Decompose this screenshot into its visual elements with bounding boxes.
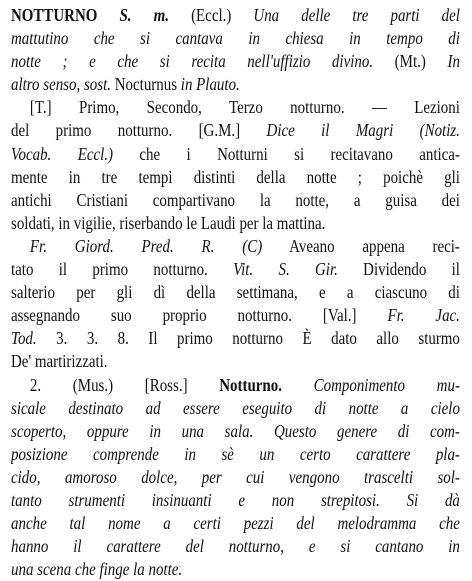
headword-text: Notturno. [219, 374, 282, 395]
italic-text: cido, amoroso dolce, per cui vengono trascelti sol- [11, 466, 460, 487]
text-line [11, 558, 460, 581]
italic-text: notte ; e che si recita nell'uffizio divino. [11, 51, 374, 72]
body-text: mente in tre tempi distinti della notte ; poichè gli [11, 166, 460, 187]
text-line [11, 281, 460, 304]
text-line [11, 327, 460, 350]
body-text: assegnando suo proprio notturno. [Val.] [11, 305, 388, 326]
text-line [11, 235, 460, 258]
text-line [11, 535, 460, 558]
text-line [11, 73, 460, 96]
text-line [11, 397, 460, 420]
italic-text: altro senso, sost. [11, 74, 112, 95]
headword-text: NOTTURNO [11, 5, 120, 25]
italic-text: Tod. [11, 328, 37, 349]
body-text: Dividendo il [337, 259, 460, 280]
italic-text: anche tal nome a certi pezzi del melodramma che [11, 513, 460, 534]
body-text: 3. 3. 8. Il primo notturno È dato allo sturmo [36, 328, 460, 349]
italic-text: in Plauto. [180, 74, 240, 95]
italic-text: Dice il Magri (Notiz. [266, 120, 460, 141]
body-text: Aveano appena reci- [262, 235, 460, 256]
italic-text: Vocab. Eccl.) [11, 143, 113, 164]
text-line [11, 258, 460, 281]
body-text: tato il primo notturno. [11, 259, 234, 280]
body-text: (Mt.) [373, 51, 448, 72]
italic-text: Fr. Giord. Pred. R. (C) [29, 235, 263, 256]
text-line [11, 189, 460, 212]
body-text: 2. (Mus.) [Ross.] [29, 374, 220, 395]
text-line [11, 304, 460, 327]
text-line [11, 212, 460, 235]
italic-text: In [447, 51, 460, 72]
italic-text: Fr. Jac. [387, 305, 460, 326]
body-text: del primo notturno. [G.M.] [11, 120, 267, 141]
text-line [11, 420, 460, 443]
italic-text: una scena che finge la notte. [11, 559, 183, 580]
text-line [11, 50, 460, 73]
italic-text: sicale destinato ad essere eseguito di notte a cielo [11, 397, 460, 418]
text-line [11, 4, 460, 27]
text-line [11, 350, 460, 373]
italic-text: posizione comprende in sè un certo carattere pla- [11, 443, 460, 464]
body-text: (Eccl.) [168, 5, 254, 25]
italic-text: hanno il carattere del notturno, e si cantano in [11, 536, 460, 557]
italic-text: scoperto, oppure in una sala. Questo genere di com- [11, 420, 460, 441]
text-line [11, 119, 460, 142]
text-line [11, 96, 460, 119]
body-text: antichi Cristiani compartivano la notte, a guisa dei [11, 189, 460, 210]
text-line [11, 443, 460, 466]
italic-text: mattutino che si cantava in chiesa in tempo di [11, 28, 460, 49]
italic-text: Componimento mu- [281, 374, 460, 395]
italic-text: Una delle tre parti del [253, 5, 460, 25]
headword-text: S. m. [119, 5, 169, 25]
text-line [11, 27, 460, 50]
italic-text: Vit. S. Gir. [233, 259, 338, 280]
body-text: salterio per gli dì della settimana, e a ciascuno di [11, 282, 460, 303]
text-line [11, 489, 460, 512]
body-text: [T.] Primo, Secondo, Terzo notturno. — Lezioni [29, 97, 460, 118]
text-line [11, 374, 460, 397]
body-text: Nocturnus [111, 74, 181, 95]
text-line [11, 143, 460, 166]
body-text: soldati, in vigilie, riserbando le Laudi per la mattina. [11, 212, 326, 233]
body-text: De' martirizzati. [11, 351, 108, 372]
text-line [11, 166, 460, 189]
body-text: che i Notturni si recitavano antica- [112, 143, 460, 164]
text-line [11, 466, 460, 489]
text-line [11, 512, 460, 535]
italic-text: tanto strumenti insinuanti e non strepitosi. Si dà [11, 489, 460, 510]
